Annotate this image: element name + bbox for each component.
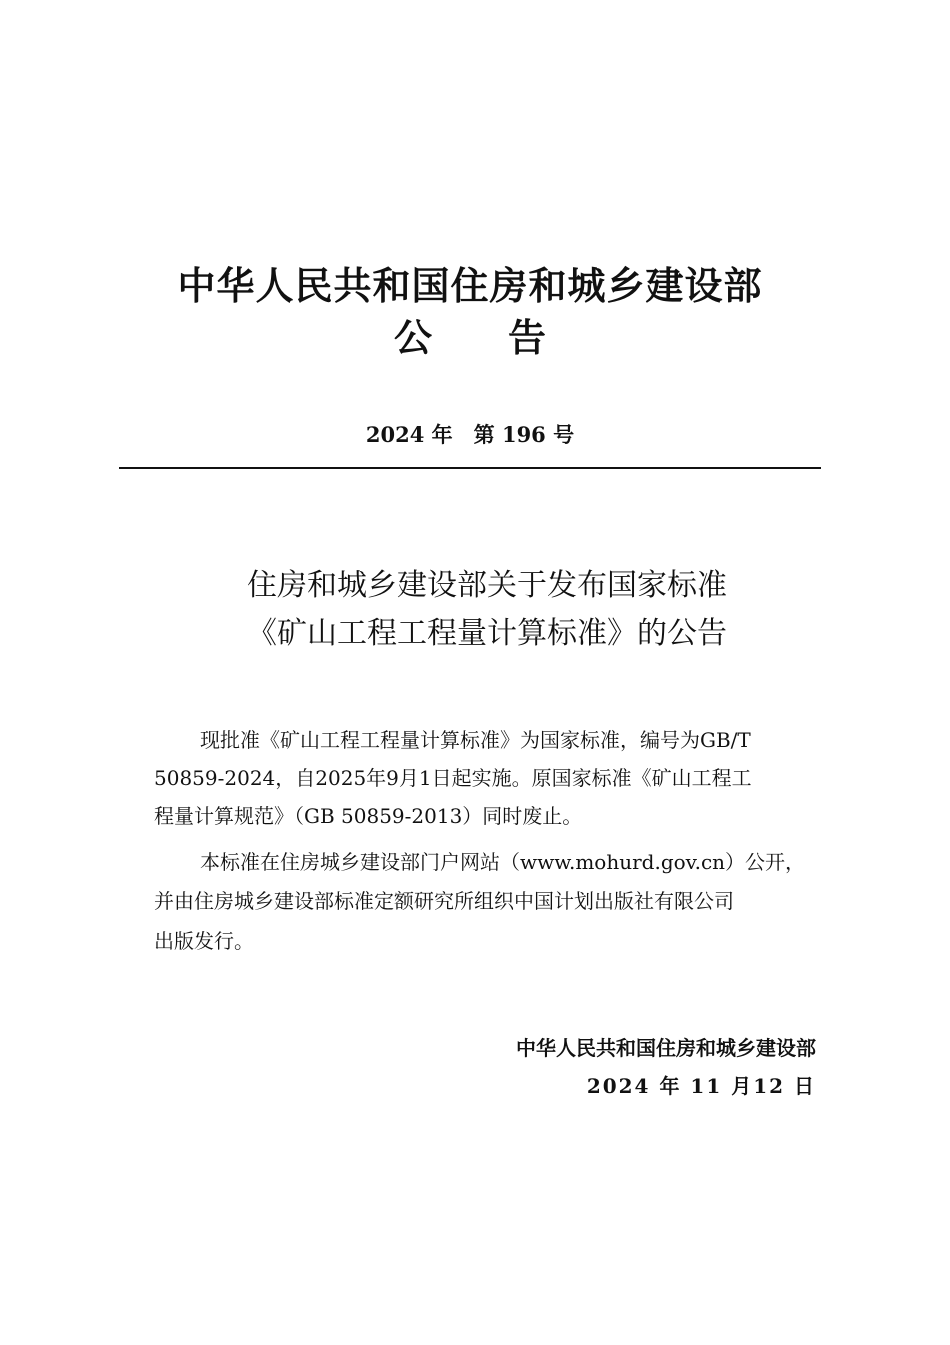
announcement-title-line-2: 《矿山工程工程量计算标准》的公告 <box>247 616 727 651</box>
issuer-heading: 中华人民共和国住房和城乡建设部 <box>177 263 763 308</box>
paragraph-1-line-3: 程量计算规范》（GB 50859-2013）同时废止。 <box>154 804 583 828</box>
paragraph-1-line-2: 50859-2024，自2025年9月1日起实施。原国家标准《矿山工程工 <box>154 766 752 790</box>
paragraph-2-line-3: 出版发行。 <box>154 929 254 953</box>
paragraph-2-line-1: 本标准在住房城乡建设部门户网站（www.mohurd.gov.cn）公开， <box>200 850 806 874</box>
document-type-heading: 公 告 <box>393 315 546 360</box>
header-divider <box>119 467 821 469</box>
signature-date: 2024 年 11 月12 日 <box>586 1074 816 1098</box>
paragraph-1-line-1: 现批准《矿山工程工程量计算标准》为国家标准，编号为GB/T <box>200 728 751 752</box>
signature-organization: 中华人民共和国住房和城乡建设部 <box>516 1036 816 1060</box>
document-number: 2024 年 第 196 号 <box>365 422 575 447</box>
paragraph-2-line-2: 并由住房城乡建设部标准定额研究所组织中国计划出版社有限公司 <box>154 889 734 913</box>
announcement-title-line-1: 住房和城乡建设部关于发布国家标准 <box>247 568 727 603</box>
